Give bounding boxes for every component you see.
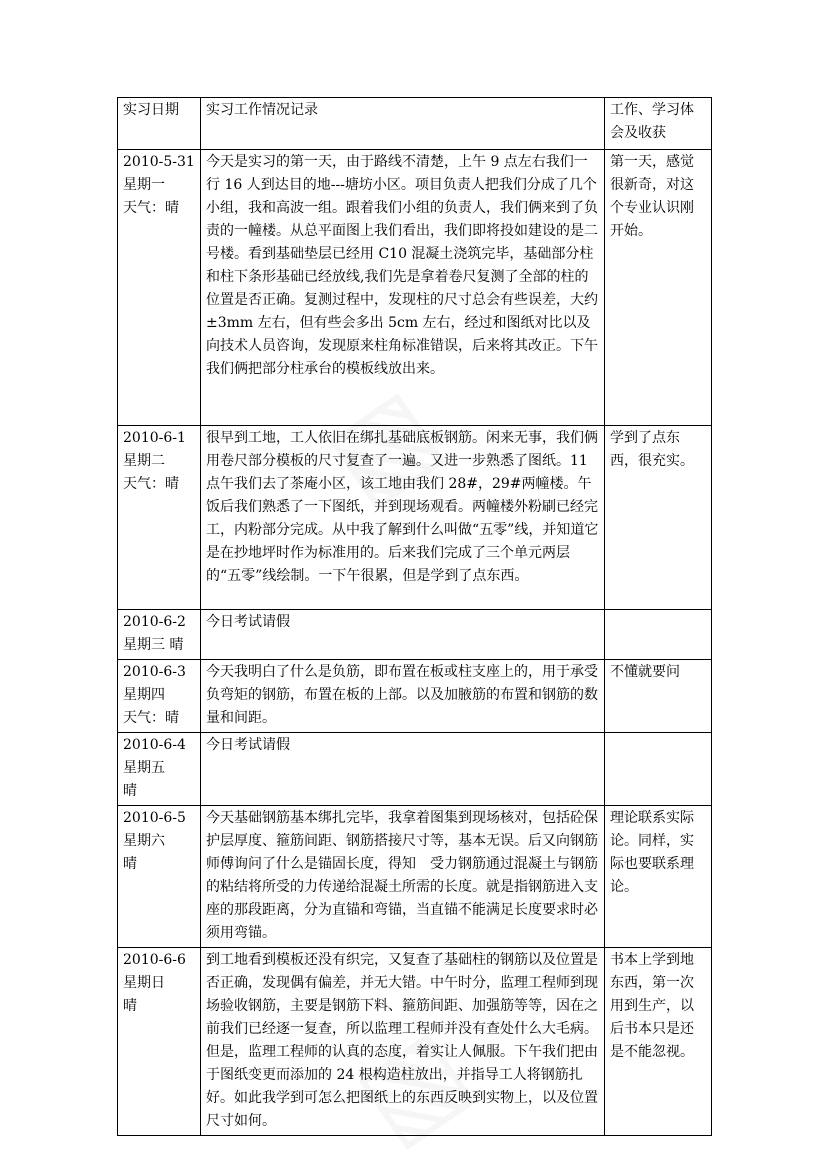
table-row [118, 806, 712, 948]
weather-text: 天气：晴 [123, 710, 179, 726]
weekday-text: 星期日 [123, 975, 165, 991]
table-header-row [118, 98, 712, 150]
date-text: 2010-6-4 [123, 737, 186, 753]
table-row [118, 948, 712, 1136]
weather-text: 晴 [123, 998, 137, 1014]
header-gain: 工作、学习体会及收获 [605, 98, 712, 150]
weekday-text: 星期一 [123, 177, 165, 193]
record-cell: 到工地看到模板还没有织完，又复查了基础柱的钢筋以及位置是否正确，发现偶有偏差，并无大错。中午时分，监理工程师到现场验收钢筋，主要是钢筋下料、箍筋间距、加强筋等等，因在之前我们已经逐一复查，所以监理工程师并没有查处什么大毛病。但是，监理工程师的认真的态度，着实让人佩服。下午我们把由于图纸变更而添加的 24 根构造柱放出，并指导工人将钢筋扎好。如此我学到可怎么把图纸上的东西反映到实物上，以及位置尺寸如何。 [201, 948, 605, 1136]
date-cell [118, 948, 201, 1136]
weekday-text: 星期四 [123, 687, 165, 703]
date-text: 2010-5-31 [123, 154, 195, 170]
gain-cell: 学到了点东西，很充实。 [605, 426, 712, 610]
weather-text: 晴 [123, 783, 137, 799]
gain-cell: 第一天，感觉很新奇，对这个专业认识刚开始。 [605, 150, 712, 426]
weather-text: 天气：晴 [123, 476, 179, 492]
date-cell [118, 150, 201, 426]
header-record: 实习工作情况记录 [201, 98, 605, 150]
date-cell [118, 426, 201, 610]
record-cell: 今日考试请假 [201, 610, 605, 660]
gain-cell [605, 610, 712, 660]
weekday-text: 星期五 [123, 760, 165, 776]
date-cell [118, 610, 201, 660]
table-row [118, 733, 712, 806]
date-text: 2010-6-6 [123, 952, 186, 968]
table-row [118, 610, 712, 660]
table-row [118, 660, 712, 733]
date-cell [118, 806, 201, 948]
record-cell: 很早到工地，工人依旧在绑扎基础底板钢筋。闲来无事，我们俩用卷尺部分模板的尺寸复查了一遍。又进一步熟悉了图纸。11 点午我们去了茶庵小区，该工地由我们 28#，29#两幢楼。午饭后我们熟悉了一下图纸，并到现场观看。两幢楼外粉刷已经完工，内粉部分完成。从中我了解到什么叫做“五零”线，并知道它是在抄地坪时作为标准用的。后来我们完成了三个单元两层的“五零”线绘制。一下午很累，但是学到了点东西。 [201, 426, 605, 610]
table-row [118, 426, 712, 610]
date-text: 2010-6-5 [123, 810, 186, 826]
record-cell: 今天是实习的第一天，由于路线不清楚，上午 9 点左右我们一行 16 人到达目的地---塘坊小区。项目负责人把我们分成了几个小组，我和高波一组。跟着我们小组的负责人，我们俩来到了负责的一幢楼。从总平面图上我们看出，我们即将投如建设的是二号楼。看到基础垫层已经用 C10 混凝土浇筑完毕，基础部分柱和柱下条形基础已经放线,我们先是拿着卷尺复测了全部的柱的位置是否正确。复测过程中，发现柱的尺寸总会有些误差，大约±3mm 左右，但有些会多出 5cm 左右，经过和图纸对比以及向技术人员咨询，发现原来柱角标准错误，后来将其改正。下午我们俩把部分柱承台的模板线放出来。 [201, 150, 605, 426]
date-text: 2010-6-3 [123, 664, 186, 680]
weekday-text: 星期三 晴 [123, 637, 184, 653]
gain-cell: 理论联系实际论。同样，实际也要联系理论。 [605, 806, 712, 948]
date-text: 2010-6-1 [123, 430, 186, 446]
weather-text: 晴 [123, 856, 137, 872]
record-cell: 今天我明白了什么是负筋，即布置在板或柱支座上的，用于承受负弯矩的钢筋，布置在板的上部。以及加腋筋的布置和钢筋的数量和间距。 [201, 660, 605, 733]
gain-cell: 不懂就要问 [605, 660, 712, 733]
internship-log-table [117, 97, 712, 1136]
gain-cell: 书本上学到地东西，第一次用到生产，以后书本只是还是不能忽视。 [605, 948, 712, 1136]
header-date: 实习日期 [118, 98, 201, 150]
table-row [118, 150, 712, 426]
weather-text: 天气：晴 [123, 200, 179, 216]
date-cell [118, 733, 201, 806]
record-cell: 今日考试请假 [201, 733, 605, 806]
record-cell: 今天基础钢筋基本绑扎完毕，我拿着图集到现场核对，包括砼保护层厚度、箍筋间距、钢筋搭接尺寸等，基本无误。后又向钢筋师傅询问了什么是锚固长度，得知 受力钢筋通过混凝土与钢筋的粘结将所受的力传递给混凝土所需的长度。就是指钢筋进入支座的那段距离，分为直锚和弯锚，当直锚不能满足长度要求时必须用弯锚。 [201, 806, 605, 948]
weekday-text: 星期二 [123, 453, 165, 469]
date-text: 2010-6-2 [123, 614, 186, 630]
gain-cell [605, 733, 712, 806]
weekday-text: 星期六 [123, 833, 165, 849]
date-cell [118, 660, 201, 733]
